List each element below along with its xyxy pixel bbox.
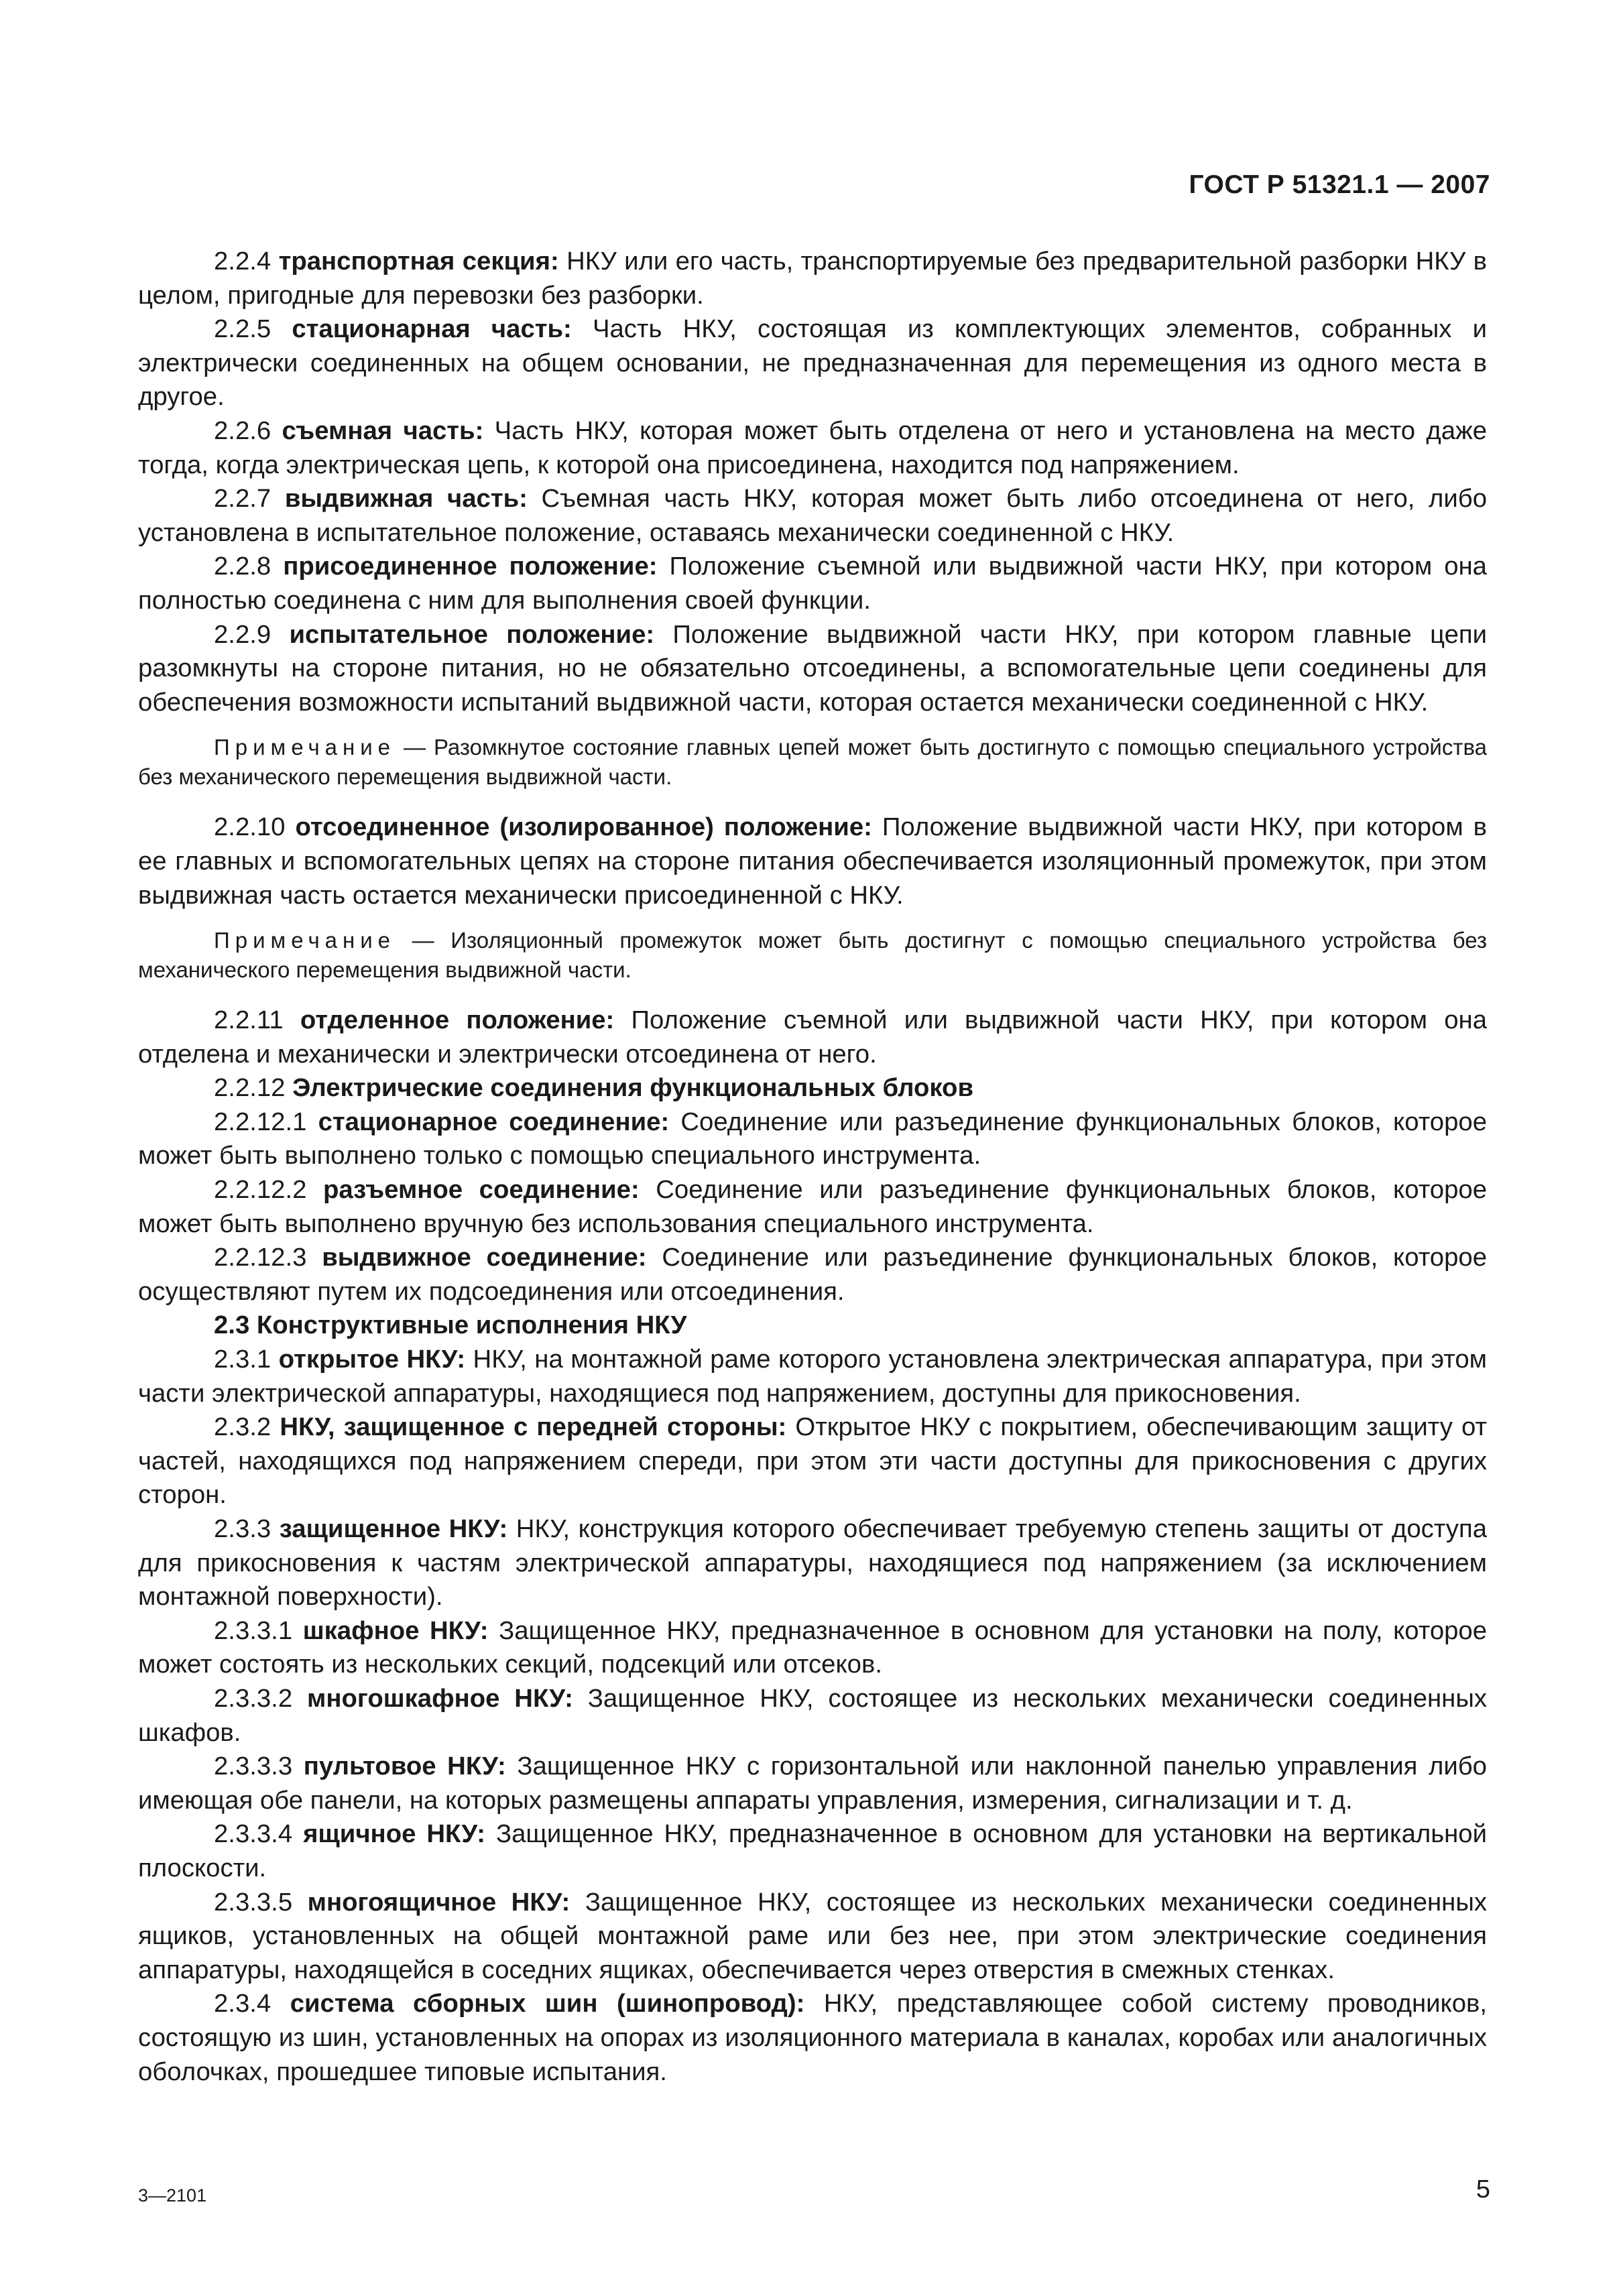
note-2: Примечание — Изоляционный промежуток может быть достигнут с помощью специального устройства без механического перемещения выдвижной части. [138, 928, 1487, 983]
paragraph-2-2-8: 2.2.8 присоединенное положение: Положение съемной или выдвижной части НКУ, при котором она полностью соединена с ним для выполнения своей функции. [138, 552, 1487, 615]
paragraph-2-2-12-2: 2.2.12.2 разъемное соединение: Соединение или разъединение функциональных блоков, которое может быть выполнено вручную без использования специального инструмента. [138, 1175, 1488, 1238]
paragraph-2-2-7: 2.2.7 выдвижная часть: Съемная часть НКУ, которая может быть либо отсоединена от него, либо установлена в испытательное положение, оставаясь механически соединенной с НКУ. [138, 484, 1487, 547]
paragraph-2-2-12-3: 2.2.12.3 выдвижное соединение: Соединение или разъединение функциональных блоков, которое осуществляют путем их подсоединения или отсоединения. [138, 1243, 1487, 1306]
paragraph-2-2-11: 2.2.11 отделенное положение: Положение съемной или выдвижной части НКУ, при котором она отделена и механически и электрически отсоединена от него. [138, 1006, 1488, 1069]
paragraph-2-2-9: 2.2.9 испытательное положение: Положение выдвижной части НКУ, при котором главные цепи разомкнуты на стороне питания, но не обязательно отсоединены, а вспомогательные цепи соединены для обеспечения возможности испытаний выдвижной части, которая остается механически соединенной с НКУ. [138, 619, 1488, 717]
document-body [138, 245, 1487, 2089]
paragraph-2-2-12: 2.2.12 Электрические соединения функциональных блоков [214, 1073, 973, 1103]
paragraph-2-3-3-4: 2.3.3.4 ящичное НКУ: Защищенное НКУ, предназначенное в основном для установки на вертикальной плоскости. [138, 1819, 1488, 1882]
paragraph-2-3-4: 2.3.4 система сборных шин (шинопровод): НКУ, представляющее собой систему проводников, состоящую из шин, установленных на опорах из изоляционного материала в каналах, коробах или аналогичных оболочках, прошедшее типовые испытания. [138, 1989, 1487, 2086]
paragraph-2-3-3-3: 2.3.3.3 пультовое НКУ: Защищенное НКУ с горизонтальной или наклонной панелью управления либо имеющая обе панели, на которых размещены аппараты управления, измерения, сигнализации и т. д. [138, 1752, 1487, 1815]
paragraph-2-2-4: 2.2.4 транспортная секция: НКУ или его часть, транспортируемые без предварительной разборки НКУ в целом, пригодные для перевозки без разборки. [138, 247, 1488, 310]
paragraph-2-2-5: 2.2.5 стационарная часть: Часть НКУ, состоящая из комплектующих элементов, собранных и электрически соединенных на общем основании, не предназначенная для перемещения из одного места в другое. [138, 314, 1487, 412]
paragraph-2-3-2: 2.3.2 НКУ, защищенное с передней стороны: Открытое НКУ с покрытием, обеспечивающим защиту от частей, находящихся под напряжением спереди, при этом эти части доступны для прикосновения с других сторон. [138, 1412, 1487, 1510]
page-number: 5 [1476, 2175, 1490, 2203]
paragraph-2-3-3-2: 2.3.3.2 многошкафное НКУ: Защищенное НКУ, состоящее из нескольких механически соединенных шкафов. [138, 1683, 1487, 1747]
paragraph-2-2-12-1: 2.2.12.1 стационарное соединение: Соединение или разъединение функциональных блоков, которое может быть выполнено только с помощью специального инструмента. [138, 1107, 1488, 1170]
footer-print-code: 3—2101 [138, 2185, 207, 2206]
paragraph-2-2-10: 2.2.10 отсоединенное (изолированное) положение: Положение выдвижной части НКУ, при котором в ее главных и вспомогательных цепях на стороне питания обеспечивается изоляционный промежуток, при этом выдвижная часть остается механически присоединенной с НКУ. [138, 812, 1487, 910]
paragraph-2-3-1: 2.3.1 открытое НКУ: НКУ, на монтажной раме которого установлена электрическая аппаратура, при этом части электрической аппаратуры, находящиеся под напряжением, доступны для прикосновения. [138, 1345, 1487, 1408]
section-heading-2-3: 2.3 Конструктивные исполнения НКУ [214, 1311, 687, 1340]
paragraph-2-3-3-1: 2.3.3.1 шкафное НКУ: Защищенное НКУ, предназначенное в основном для установки на полу, которое может состоять из нескольких секций, подсекций или отсеков. [138, 1616, 1488, 1679]
paragraph-2-3-3: 2.3.3 защищенное НКУ: НКУ, конструкция которого обеспечивает требуемую степень защиты от доступа для прикосновения к частям электрической аппаратуры, находящиеся под напряжением (за исключением монтажной поверхности). [138, 1514, 1487, 1612]
document-header: ГОСТ Р 51321.1 — 2007 [1189, 170, 1490, 199]
note-1: Примечание — Разомкнутое состояние главных цепей может быть достигнуто с помощью специального устройства без механического перемещения выдвижной части. [138, 735, 1487, 790]
paragraph-2-3-3-5: 2.3.3.5 многоящичное НКУ: Защищенное НКУ, состоящее из нескольких механически соединенных ящиков, установленных на общей монтажной раме или без нее, при этом электрические соединения аппаратуры, находящейся в соседних ящиках, обеспечивается через отверстия в смежных стенках. [138, 1887, 1487, 1984]
paragraph-2-2-6: 2.2.6 съемная часть: Часть НКУ, которая может быть отделена от него и установлена на место даже тогда, когда электрическая цепь, к которой она присоединена, находится под напряжением. [138, 416, 1487, 479]
